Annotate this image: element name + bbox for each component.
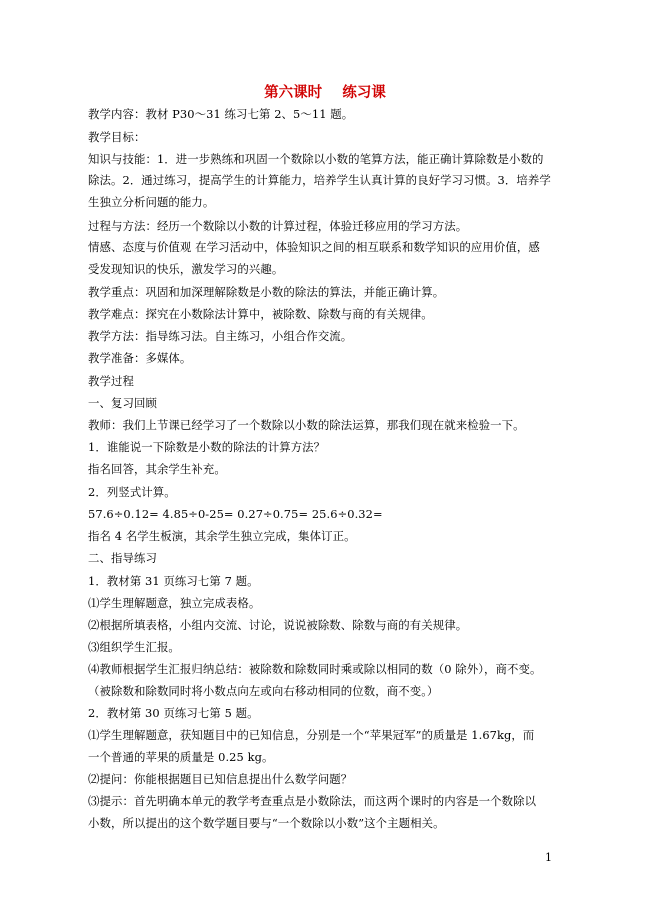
text-line: 过程与方法：经历一个数除以小数的计算过程，体验迁移应用的学习方法。 (88, 219, 468, 233)
text-line: ⑶提示：首先明确本单元的教学考查重点是小数除法，而这两个课时的内容是一个数除以 (88, 794, 537, 808)
text-line: 2．教材第 30 页练习七第 5 题。 (88, 706, 259, 720)
text-line: 指名 4 名学生板演，其余学生独立完成，集体订正。 (88, 529, 356, 543)
text-line: 教学内容：教材 P30～31 练习七第 2、5～11 题。 (88, 107, 354, 121)
text-line: （被除数和除数同时将小数点向左或向右移动相同的位数，商不变。） (88, 684, 439, 698)
text-line: 受发现知识的快乐，激发学习的兴趣。 (88, 262, 284, 276)
text-line: 1．谁能说一下除数是小数的除法的计算方法？ (88, 440, 326, 454)
text-line: 指名回答，其余学生补充。 (88, 462, 226, 476)
text-line: ⑴学生理解题意，独立完成表格。 (88, 596, 261, 610)
text-line: 教学过程 (88, 374, 134, 388)
text-line: ⑷教师根据学生汇报归纳总结：被除数和除数同时乘或除以相同的数（0 除外），商不变。 (88, 662, 542, 676)
text-line: 教学方法：指导练习法。自主练习，小组合作交流。 (88, 329, 353, 343)
lesson-title: 第六课时 练习课 (264, 84, 386, 101)
text-line: 教师：我们上节课已经学习了一个数除以小数的除法运算，那我们现在就来检验一下。 (88, 418, 525, 432)
text-line: 教学难点：探究在小数除法计算中，被除数、除数与商的有关规律。 (88, 307, 433, 321)
text-line: 57.6÷0.12= 4.85÷0-25= 0.27÷0.75= 25.6÷0.32= (88, 507, 383, 521)
text-line: 2．列竖式计算。 (88, 485, 176, 499)
text-line: 一、复习回顾 (88, 396, 157, 410)
text-line: 教学准备：多媒体。 (88, 351, 192, 365)
text-line: 教学目标： (88, 130, 146, 144)
text-line: ⑵根据所填表格，小组内交流、讨论，说说被除数、除数与商的有关规律。 (88, 618, 468, 632)
text-line: 教学重点：巩固和加深理解除数是小数的除法的算法，并能正确计算。 (88, 285, 445, 299)
text-line: 二、指导练习 (88, 551, 157, 565)
text-line: 情感、态度与价值观 在学习活动中，体验知识之间的相互联系和数学知识的应用价值，感 (88, 240, 540, 254)
text-line: ⑶组织学生汇报。 (88, 640, 180, 654)
text-line: 知识与技能：1．进一步熟练和巩固一个数除以小数的笔算方法，能正确计算除数是小数的 (88, 152, 544, 166)
page-number: 1 (545, 851, 552, 864)
text-line: 生独立分析问题的能力。 (88, 195, 215, 209)
text-line: ⑵提问：你能根据题目已知信息提出什么数学问题？ (88, 772, 353, 786)
text-line: 除法。2．通过练习，提高学生的计算能力，培养学生认真计算的良好学习习惯。3．培养学 (88, 173, 551, 187)
text-line: 小数，所以提出的这个数学题目要与“一个数除以小数”这个主题相关。 (88, 816, 445, 830)
text-line: ⑴学生理解题意，获知题目中的已知信息，分别是一个“苹果冠军”的质量是 1.67kg，而 (88, 728, 535, 742)
text-line: 一个普通的苹果的质量是 0.25 kg。 (88, 750, 274, 764)
text-line: 1．教材第 31 页练习七第 7 题。 (88, 574, 259, 588)
